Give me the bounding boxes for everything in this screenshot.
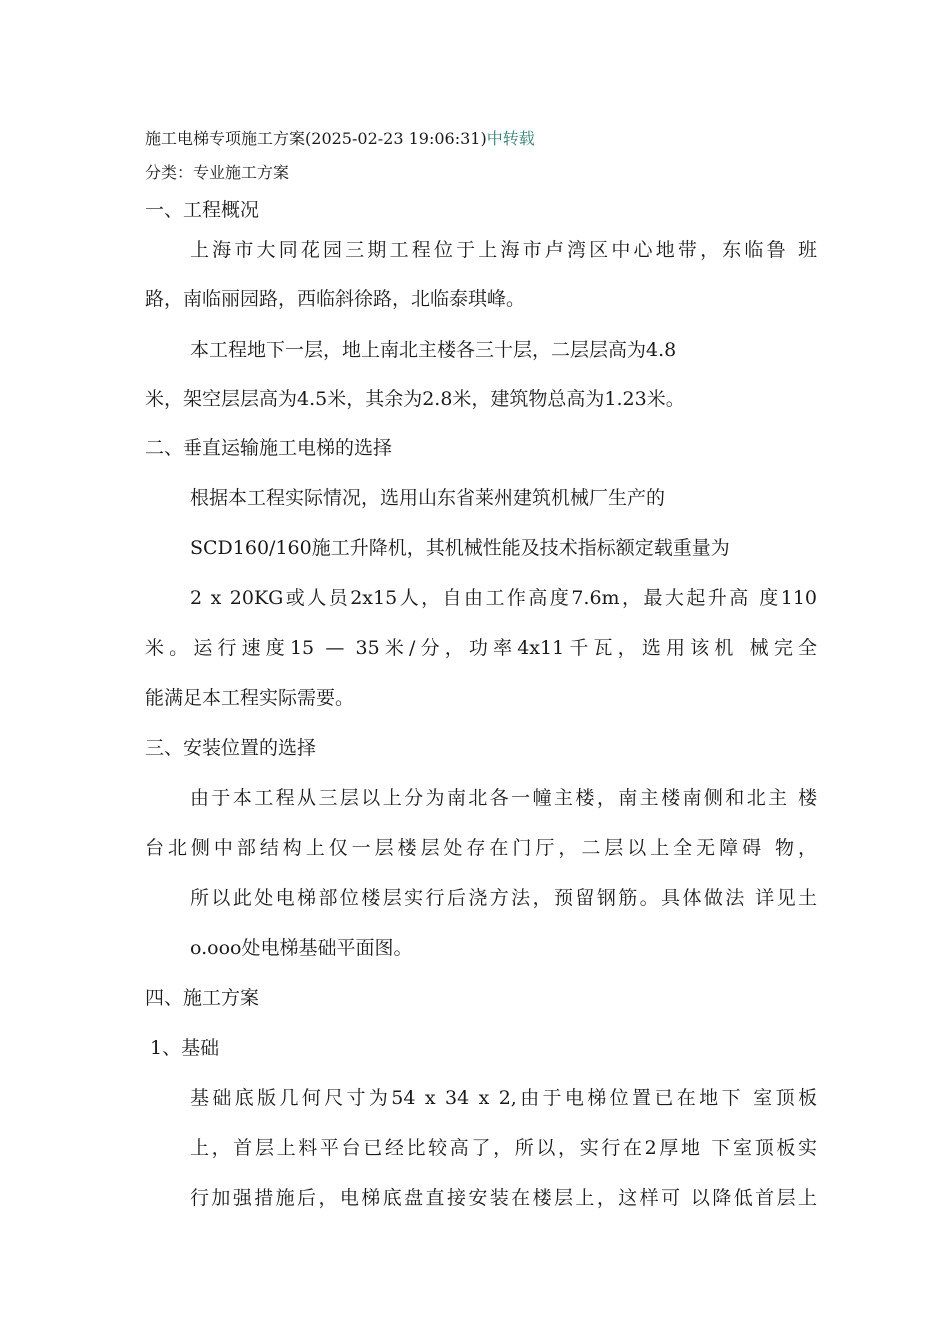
category-line <box>145 162 289 184</box>
paragraph-line: 上海市大同花园三期工程位于上海市卢湾区中心地带，东临鲁 班 <box>190 239 817 261</box>
paragraph-line: 米，架空层层高为4.5米，其余为2.8米，建筑物总高为1.23米。 <box>145 388 685 410</box>
paragraph-line: SCD160/160施工升降机，其机械性能及技术指标额定载重量为 <box>190 537 730 559</box>
paragraph-line: 由于本工程从三层以上分为南北各一幢主楼，南主楼南侧和北主 楼 <box>190 787 817 809</box>
article-title: 施工电梯专项施工方案 <box>145 129 306 148</box>
paragraph-line: o.ooo处电梯基础平面图。 <box>190 937 413 959</box>
paragraph-line: 能满足本工程实际需要。 <box>145 687 355 709</box>
section-heading-4: 四、施工方案 <box>145 987 260 1009</box>
article-title-line <box>145 128 535 150</box>
section-heading-3: 三、安装位置的选择 <box>145 737 317 759</box>
paragraph-line: 根据本工程实际情况，选用山东省莱州建筑机械厂生产的 <box>190 487 666 509</box>
paragraph-line: 基础底版几何尺寸为54 x 34 x 2,由于电梯位置已在地下 室顶板 <box>190 1087 817 1109</box>
paragraph-line: 米。运行速度15 — 35米/分，功率4x11千瓦，选用该机 械完全 <box>145 637 817 659</box>
paragraph-line: 行加强措施后，电梯底盘直接安装在楼层上，这样可 以降低首层上 <box>190 1187 817 1209</box>
paragraph-line: 本工程地下一层，地上南北主楼各三十层，二层层高为4.8 <box>190 339 677 361</box>
article-datetime: (2025-02-23 19:06:31) <box>305 129 487 148</box>
paragraph-line: 台北侧中部结构上仅一层楼层处存在门厅，二层以上全无障碍 物， <box>145 837 817 859</box>
subsection-heading-1: 1、基础 <box>150 1037 220 1059</box>
paragraph-line: 上，首层上料平台已经比较高了，所以，实行在2厚地 下室顶板实 <box>190 1137 817 1159</box>
section-heading-1: 一、工程概况 <box>145 199 260 221</box>
repost-link[interactable]: 中转载 <box>486 129 535 148</box>
category-label: 分类： <box>145 163 194 182</box>
category-value[interactable]: 专业施工方案 <box>193 163 290 182</box>
section-heading-2: 二、垂直运输施工电梯的选择 <box>145 437 393 459</box>
paragraph-line: 所以此处电梯部位楼层实行后浇方法，预留钢筋。具体做法 详见土 <box>190 887 817 909</box>
paragraph-line: 2 x 20KG或人员2x15人，自由工作高度7.6m，最大起升高 度110 <box>190 587 817 609</box>
paragraph-line: 路，南临丽园路，西临斜徐路，北临泰琪峰。 <box>145 288 526 310</box>
